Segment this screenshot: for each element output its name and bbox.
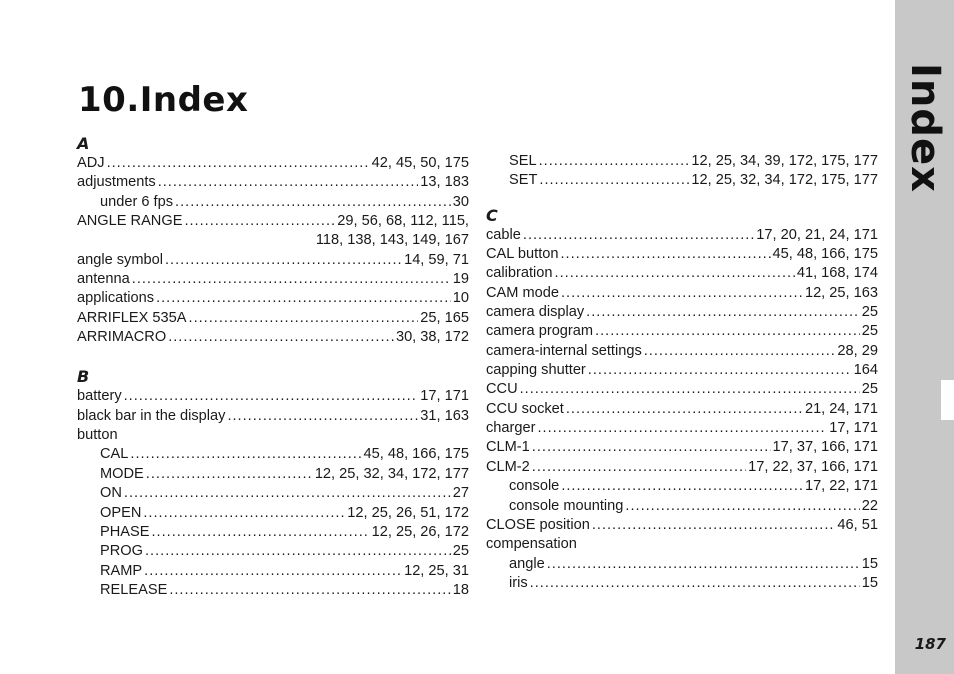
- entry-term: antenna: [77, 271, 130, 288]
- index-entry: [77, 173, 469, 192]
- entry-pages: 15: [861, 574, 878, 591]
- leader-dots: [158, 173, 419, 192]
- entry-term: console mounting: [509, 497, 624, 514]
- entry-pages: 45, 48, 166, 175: [772, 246, 878, 263]
- index-entry: [486, 438, 878, 457]
- leader-dots: [539, 171, 689, 190]
- entry-term: camera display: [486, 304, 585, 321]
- entry-term: capping shutter: [486, 362, 586, 379]
- index-subentry: [486, 477, 878, 496]
- page-title: 10.Index: [78, 80, 249, 120]
- leader-dots: [156, 289, 451, 308]
- leader-dots: [146, 465, 313, 484]
- entry-pages: 31, 163: [420, 407, 469, 424]
- leader-dots: [175, 193, 451, 212]
- index-entry: [77, 270, 469, 289]
- index-entry: [486, 419, 878, 438]
- entry-term: PROG: [100, 543, 143, 560]
- index-entry: [486, 226, 878, 245]
- entry-pages: 12, 25, 26, 51, 172: [347, 504, 469, 521]
- entry-pages: 10: [452, 290, 469, 307]
- column-top-spacer: [486, 134, 878, 152]
- entry-term: cable: [486, 226, 521, 243]
- index-subentry: [77, 465, 469, 484]
- entry-term: CAL: [100, 446, 129, 463]
- index-entry: [77, 289, 469, 308]
- index-subentry: [77, 542, 469, 561]
- side-tab-bar: [895, 0, 954, 674]
- entry-term: camera-internal settings: [486, 342, 642, 359]
- leader-dots: [520, 380, 860, 399]
- leader-dots: [169, 581, 450, 600]
- leader-dots: [555, 264, 795, 283]
- leader-dots: [561, 477, 803, 496]
- index-entry: [77, 154, 469, 173]
- entry-pages: 164: [853, 362, 878, 379]
- entry-pages: 29, 56, 68, 112, 115,: [337, 213, 469, 230]
- entry-pages: 27: [452, 485, 469, 502]
- leader-dots: [539, 152, 690, 171]
- leader-dots: [561, 284, 803, 303]
- page-number: 187: [914, 635, 946, 653]
- index-entry: [486, 380, 878, 399]
- entry-term: charger: [486, 420, 536, 437]
- entry-term: CLM-2: [486, 458, 530, 475]
- index-entry: [486, 303, 878, 322]
- entry-term: ANGLE RANGE: [77, 213, 183, 230]
- entry-term: ON: [100, 485, 122, 502]
- leader-dots: [145, 542, 451, 561]
- entry-term: MODE: [100, 465, 144, 482]
- leader-dots: [644, 342, 836, 361]
- index-entry: [77, 407, 469, 426]
- entry-pages: 25: [861, 381, 878, 398]
- entry-term: battery: [77, 388, 122, 405]
- entry-term: SEL: [509, 153, 537, 169]
- section-gap: [486, 191, 878, 206]
- leader-dots: [151, 523, 369, 542]
- leader-dots: [588, 361, 852, 380]
- entry-term: ADJ: [77, 155, 105, 171]
- leader-dots: [168, 328, 394, 347]
- entry-term: SET: [509, 172, 538, 189]
- leader-dots: [144, 562, 402, 581]
- index-entry: [486, 400, 878, 419]
- index-entry: [77, 387, 469, 406]
- index-subentry: [77, 581, 469, 600]
- entry-term: black bar in the display: [77, 407, 226, 424]
- entry-pages: 13, 183: [420, 174, 469, 191]
- index-subentry: [77, 504, 469, 523]
- leader-dots: [547, 555, 860, 574]
- entry-pages: 12, 25, 26, 172: [371, 523, 469, 540]
- index-subentry: [77, 523, 469, 542]
- entry-term: RELEASE: [100, 581, 168, 598]
- entry-term: ARRIFLEX 535A: [77, 309, 187, 326]
- index-entry: [486, 245, 878, 264]
- entry-term: CCU: [486, 381, 518, 398]
- entry-term: angle symbol: [77, 251, 163, 268]
- leader-dots: [189, 309, 419, 328]
- leader-dots: [124, 484, 451, 503]
- leader-dots: [132, 270, 451, 289]
- entry-pages: 17, 171: [420, 388, 469, 405]
- entry-term: OPEN: [100, 504, 142, 521]
- entry-term: adjustments: [77, 174, 156, 191]
- entry-pages: 12, 25, 34, 39, 172, 175, 177: [691, 153, 878, 169]
- entry-term: button: [77, 427, 118, 444]
- index-subentry: [77, 193, 469, 212]
- leader-dots: [566, 400, 803, 419]
- entry-term: angle: [509, 555, 545, 572]
- index-entry: [77, 426, 469, 445]
- entry-term: CLM-1: [486, 439, 530, 456]
- entry-pages: 12, 25, 163: [804, 284, 878, 301]
- entry-pages: 21, 24, 171: [804, 400, 878, 417]
- leader-dots: [227, 407, 418, 426]
- entry-pages: 45, 48, 166, 175: [363, 446, 469, 463]
- entry-pages: 17, 37, 166, 171: [772, 439, 878, 456]
- entry-pages: 17, 171: [829, 420, 878, 437]
- entry-pages: 19: [452, 271, 469, 288]
- index-subentry: [486, 152, 878, 171]
- leader-dots: [107, 154, 370, 173]
- leader-dots: [537, 419, 827, 438]
- entry-term: CAL button: [486, 246, 559, 263]
- entry-term: console: [509, 478, 560, 495]
- entry-pages: 42, 45, 50, 175: [371, 155, 469, 171]
- index-subentry: [77, 562, 469, 581]
- leader-dots: [523, 226, 754, 245]
- index-subentry: [486, 171, 878, 190]
- index-entry: [486, 322, 878, 341]
- index-entry: [486, 516, 878, 535]
- side-title: [895, 63, 954, 193]
- index-entry: [77, 231, 469, 250]
- section-tab-marker: [941, 380, 954, 420]
- index-subentry: [77, 484, 469, 503]
- index-column-right: [486, 134, 878, 593]
- entry-pages: 25: [452, 543, 469, 560]
- entry-term: under 6 fps: [100, 193, 174, 210]
- entry-pages: 12, 25, 31: [404, 562, 469, 579]
- entry-term: CCU socket: [486, 400, 564, 417]
- section-letter: B: [77, 367, 90, 387]
- entry-term: calibration: [486, 265, 553, 282]
- entry-pages: 25: [861, 304, 878, 321]
- leader-dots: [532, 458, 746, 477]
- index-entry: [486, 361, 878, 380]
- section-letter: A: [77, 134, 90, 153]
- entry-term: applications: [77, 290, 155, 307]
- entry-pages: 30, 38, 172: [395, 329, 469, 346]
- index-column-left: [77, 134, 469, 600]
- leader-dots: [124, 387, 419, 406]
- entry-pages: 17, 22, 37, 166, 171: [748, 458, 878, 475]
- leader-dots: [184, 212, 335, 231]
- index-entry: [486, 342, 878, 361]
- entry-pages: 41, 168, 174: [796, 265, 878, 282]
- entry-pages: 30: [452, 193, 469, 210]
- entry-pages: 12, 25, 32, 34, 172, 177: [314, 465, 469, 482]
- entry-pages: 46, 51: [837, 516, 878, 533]
- index-subentry: [486, 574, 878, 593]
- index-entry: [77, 309, 469, 328]
- index-subentry: [77, 445, 469, 464]
- index-subentry: [486, 555, 878, 574]
- index-entry: [486, 458, 878, 477]
- leader-dots: [560, 245, 770, 264]
- index-entry: [486, 264, 878, 283]
- index-entry: [77, 212, 469, 231]
- index-entry: [486, 535, 878, 554]
- entry-pages: 18: [452, 581, 469, 598]
- section-gap: [77, 347, 469, 367]
- leader-dots: [532, 438, 771, 457]
- leader-dots: [165, 251, 402, 270]
- entry-term: CLOSE position: [486, 516, 590, 533]
- entry-pages: 25, 165: [420, 309, 469, 326]
- entry-term: camera program: [486, 323, 594, 340]
- entry-term: compensation: [486, 536, 577, 553]
- leader-dots: [130, 445, 361, 464]
- index-entry: [77, 251, 469, 270]
- entry-pages: 25: [861, 323, 878, 340]
- entry-term: iris: [509, 574, 528, 591]
- index-subentry: [486, 497, 878, 516]
- entry-term: ARRIMACRO: [77, 329, 167, 346]
- leader-dots: [592, 516, 836, 535]
- entry-pages: 17, 20, 21, 24, 171: [756, 226, 878, 243]
- entry-pages: 17, 22, 171: [804, 478, 878, 495]
- entry-term: RAMP: [100, 562, 143, 579]
- entry-term: PHASE: [100, 523, 150, 540]
- index-entry: [486, 284, 878, 303]
- leader-dots: [586, 303, 860, 322]
- entry-pages: 12, 25, 32, 34, 172, 175, 177: [691, 172, 878, 189]
- index-entry: [77, 328, 469, 347]
- entry-term: CAM mode: [486, 284, 559, 301]
- side-title-text: Index: [901, 63, 948, 193]
- entry-pages: 14, 59, 71: [404, 251, 469, 268]
- entry-pages: 28, 29: [837, 342, 878, 359]
- entry-pages: 22: [861, 497, 878, 514]
- entry-pages: 118, 138, 143, 149, 167: [315, 232, 469, 249]
- entry-pages: 15: [861, 555, 878, 572]
- leader-dots: [595, 322, 860, 341]
- leader-dots: [530, 574, 860, 593]
- section-letter: C: [486, 205, 498, 225]
- leader-dots: [625, 497, 859, 516]
- leader-dots: [143, 504, 345, 523]
